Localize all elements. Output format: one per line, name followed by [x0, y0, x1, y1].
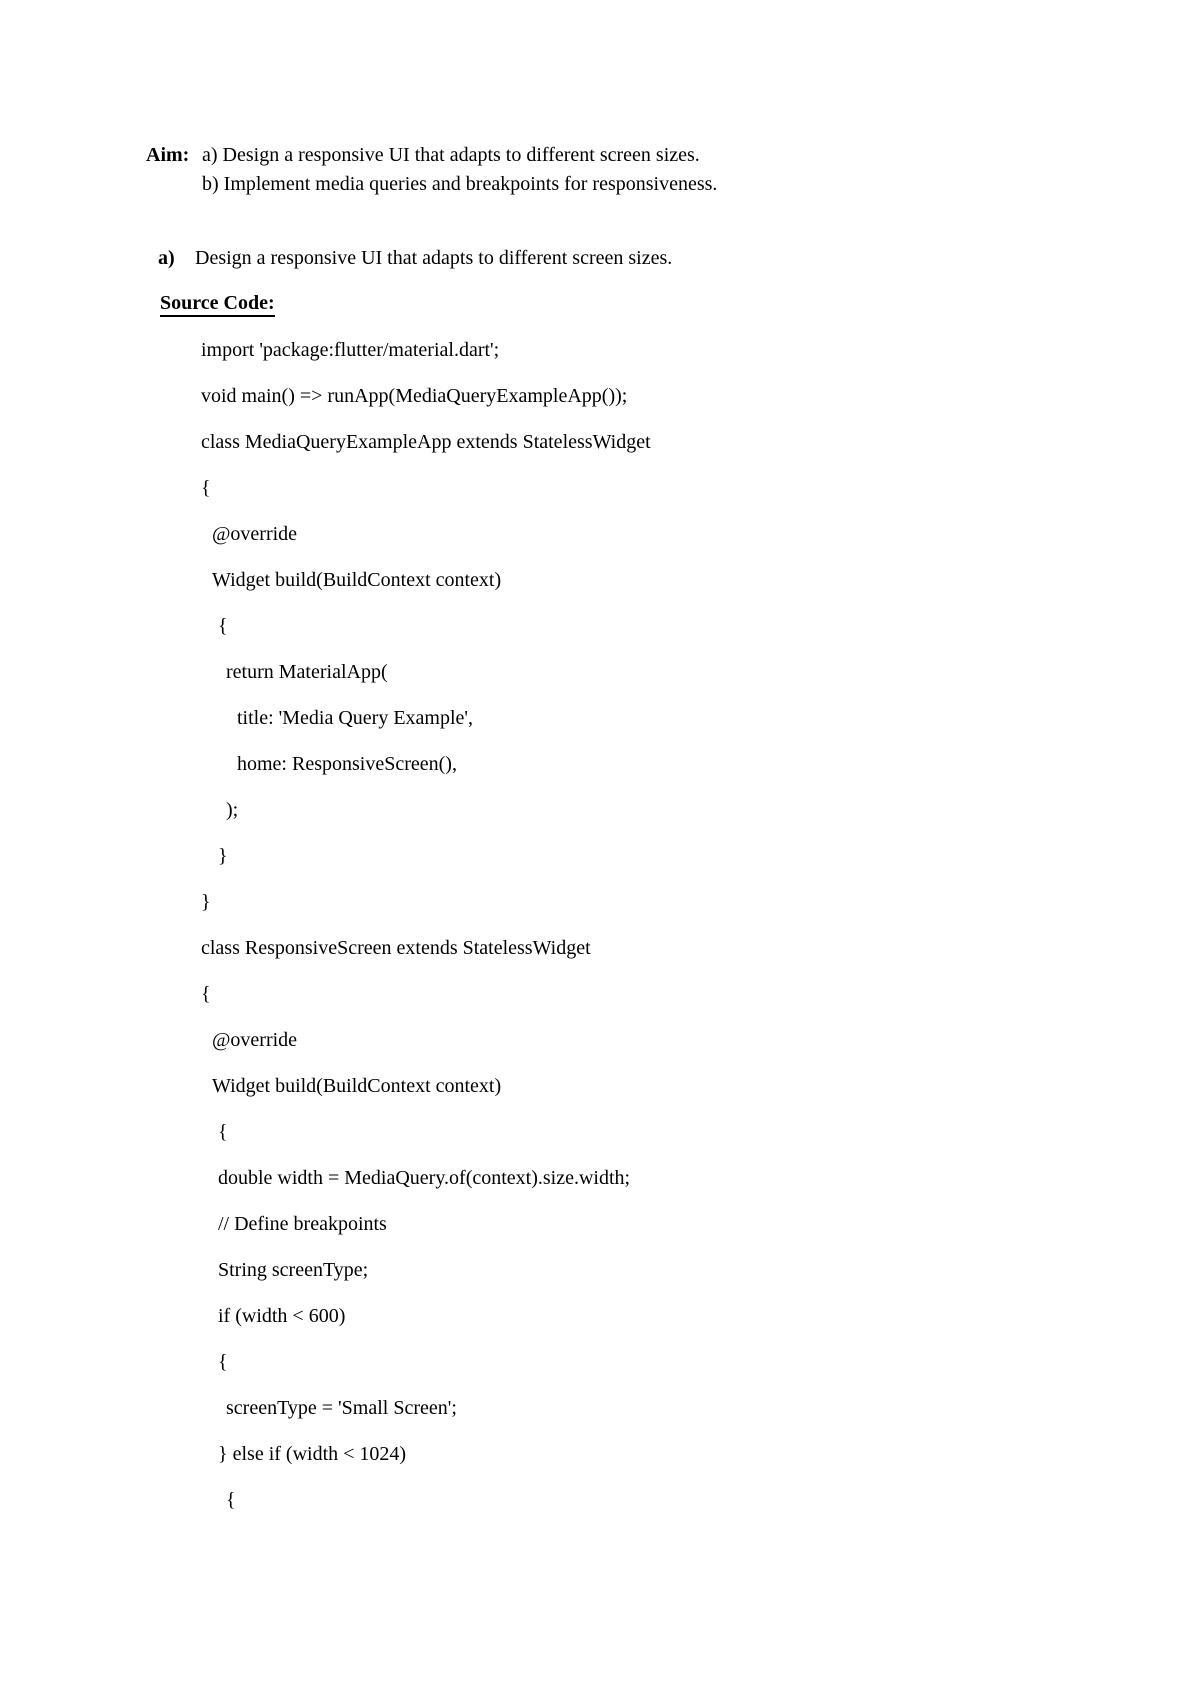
aim-line-2: b) Implement media queries and breakpoints for responsiveness. — [202, 173, 718, 195]
code-line: Widget build(BuildContext context) — [212, 1075, 502, 1097]
source-code-heading-text: Source Code: — [160, 292, 275, 317]
task-a-text: Design a responsive UI that adapts to different screen sizes. — [195, 247, 673, 269]
code-line: import 'package:flutter/material.dart'; — [201, 339, 500, 361]
code-line: @override — [212, 523, 298, 545]
code-line: if (width < 600) — [218, 1305, 346, 1327]
task-a-marker: a) — [158, 247, 175, 269]
source-code-heading — [160, 292, 1200, 317]
code-line: home: ResponsiveScreen(), — [237, 753, 457, 775]
code-line: { — [201, 477, 211, 499]
code-line: } else if (width < 1024) — [218, 1443, 407, 1465]
aim-label: Aim: — [146, 144, 190, 166]
task-a-item — [158, 244, 1160, 273]
aim-line-1: a) Design a responsive UI that adapts to different screen sizes. — [202, 144, 700, 166]
aim-paragraph — [146, 141, 1160, 199]
code-line: } — [201, 891, 211, 913]
code-line: // Define breakpoints — [218, 1213, 387, 1235]
code-line: { — [218, 1351, 228, 1373]
code-line: return MaterialApp( — [226, 661, 388, 683]
code-line: } — [218, 845, 228, 867]
code-line: { — [218, 615, 228, 637]
aim-lines — [202, 141, 1160, 199]
code-line: Widget build(BuildContext context) — [212, 569, 502, 591]
code-line: { — [226, 1489, 236, 1511]
code-line: @override — [212, 1029, 298, 1051]
code-line: { — [218, 1121, 228, 1143]
code-line: { — [201, 983, 211, 1005]
code-line: ); — [226, 799, 239, 821]
source-code-block — [201, 327, 1200, 1523]
code-line: double width = MediaQuery.of(context).size.width; — [218, 1167, 631, 1189]
code-line: screenType = 'Small Screen'; — [226, 1397, 457, 1419]
code-line: class MediaQueryExampleApp extends StatelessWidget — [201, 431, 651, 453]
code-line: String screenType; — [218, 1259, 369, 1281]
code-line: void main() => runApp(MediaQueryExampleApp()); — [201, 385, 628, 407]
code-line: title: 'Media Query Example', — [237, 707, 474, 729]
code-line: class ResponsiveScreen extends StatelessWidget — [201, 937, 591, 959]
